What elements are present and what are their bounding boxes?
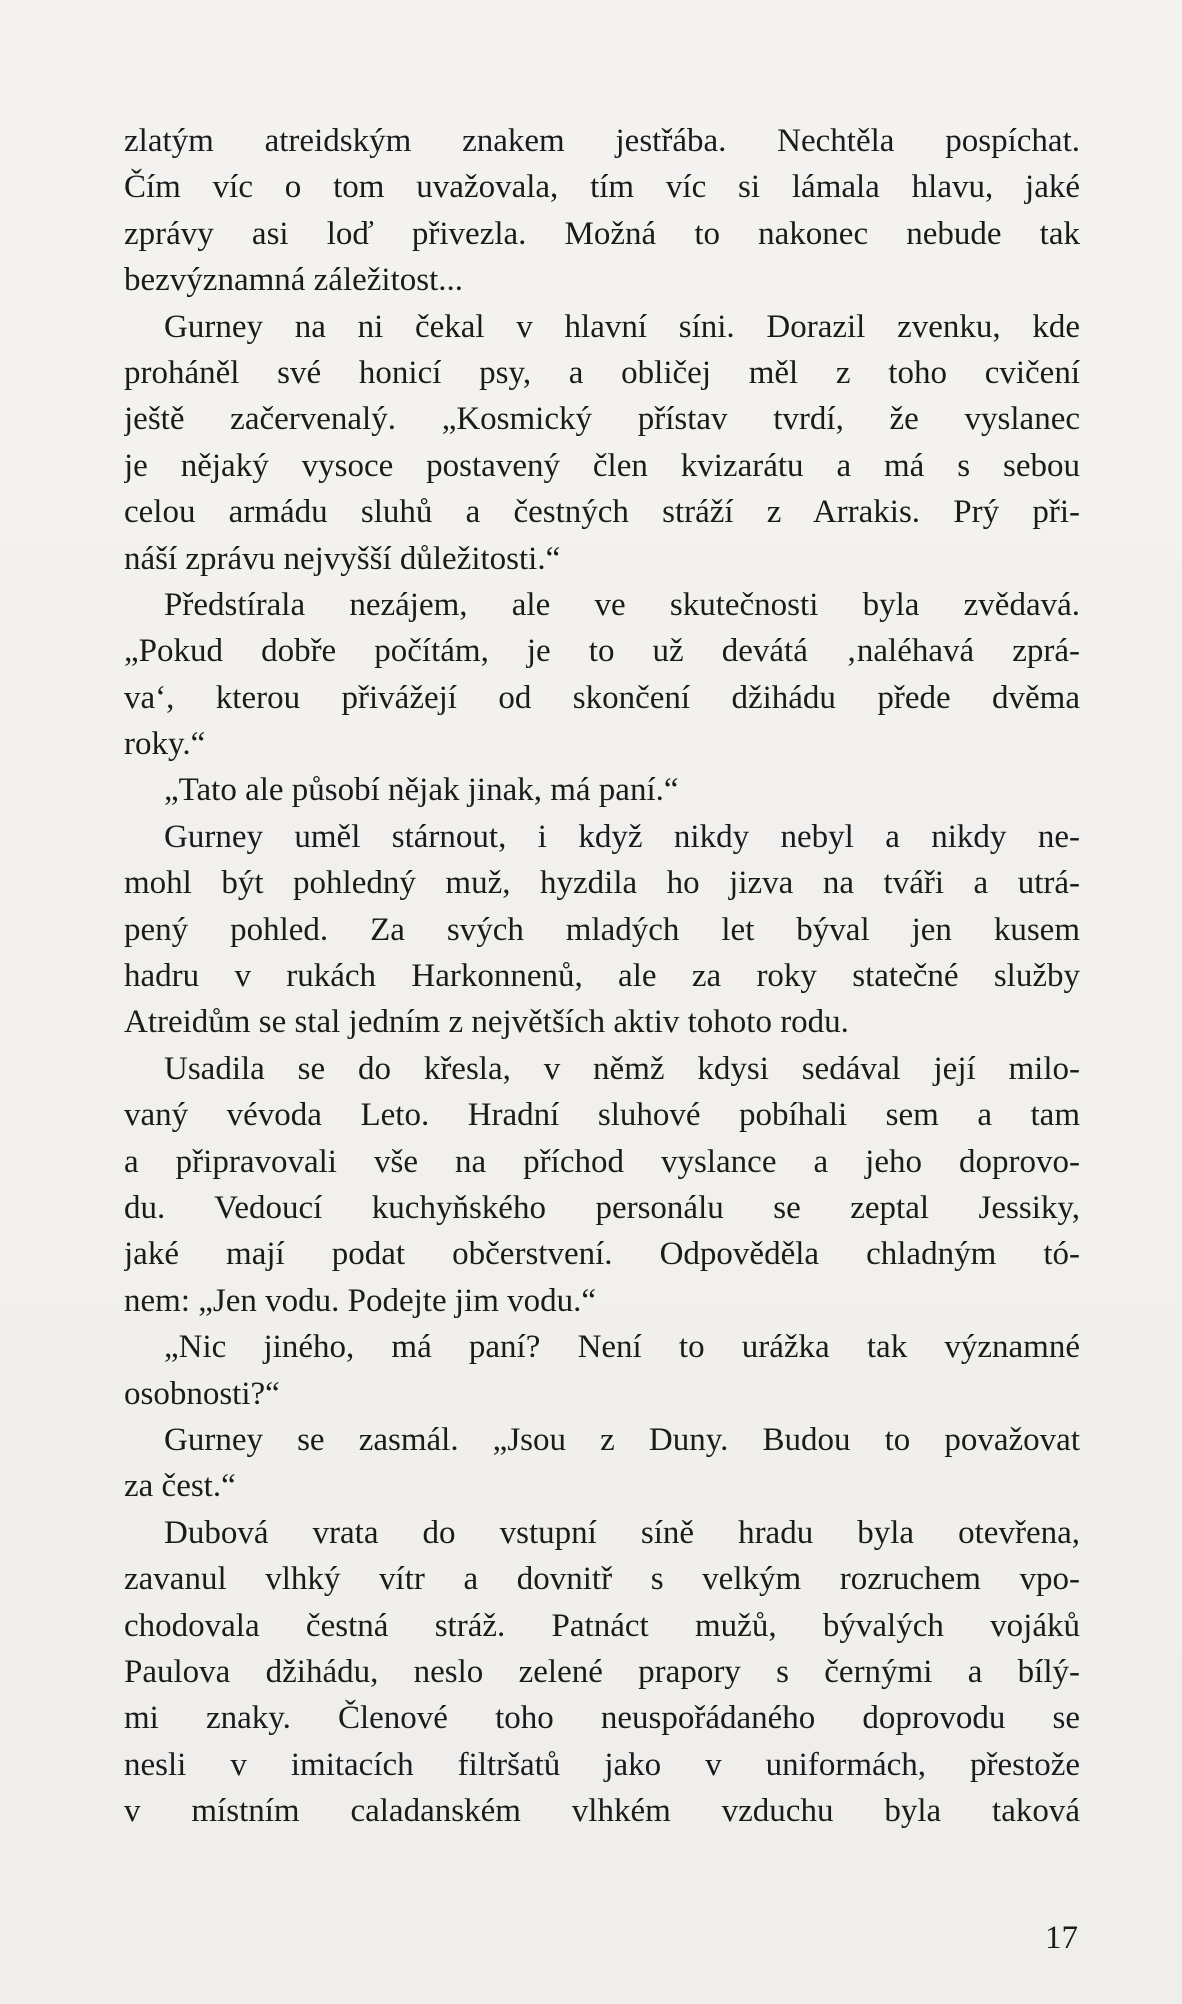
text-line: zavanul vlhký vítr a dovnitř s velkým rozruchem vpo- <box>124 1561 1080 1598</box>
text-line: Paulova džihádu, neslo zelené prapory s černými a bílý- <box>124 1653 1080 1690</box>
text-line: Čím víc o tom uvažovala, tím víc si lámala hlavu, jaké <box>124 169 1080 206</box>
text-line: „Tato ale působí nějak jinak, má paní.“ <box>164 772 679 809</box>
text-line: ještě začervenalý. „Kosmický přístav tvrdí, že vyslanec <box>124 401 1080 438</box>
text-line: zlatým atreidským znakem jestřába. Nechtěla pospíchat. <box>124 123 1080 159</box>
text-line: proháněl své honicí psy, a obličej měl z toho cvičení <box>124 354 1080 391</box>
text-line: v místním caladanském vlhkém vzduchu byla taková <box>124 1793 1080 1830</box>
text-line: va‘, kterou přivážejí od skončení džihádu přede dvěma <box>124 679 1080 716</box>
text-line: Gurney na ni čekal v hlavní síni. Dorazil zvenku, kde <box>164 308 1080 345</box>
text-line: a připravovali vše na příchod vyslance a jeho doprovo- <box>124 1143 1080 1180</box>
text-line: je nějaký vysoce postavený člen kvizarátu a má s sebou <box>124 447 1080 484</box>
text-line: vaný vévoda Leto. Hradní sluhové pobíhali sem a tam <box>124 1097 1080 1134</box>
text-line: „Nic jiného, má paní? Není to urážka tak významné <box>164 1329 1080 1366</box>
text-line: Dubová vrata do vstupní síně hradu byla otevřena, <box>164 1514 1080 1551</box>
text-line: „Pokud dobře počítám, je to už devátá ‚naléhavá zprá- <box>124 633 1080 670</box>
text-line: celou armádu sluhů a čestných stráží z Arrakis. Prý při- <box>124 494 1080 531</box>
text-line: Předstírala nezájem, ale ve skutečnosti byla zvědavá. <box>164 586 1080 623</box>
text-line: chodovala čestná stráž. Patnáct mužů, bývalých vojáků <box>124 1607 1080 1644</box>
text-line: náší zprávu nejvyšší důležitosti.“ <box>124 540 561 577</box>
text-line: mohl být pohledný muž, hyzdila ho jizva na tváři a utrá- <box>124 865 1080 902</box>
text-line: osobnosti?“ <box>124 1375 280 1412</box>
page-number: 17 <box>1045 1920 1078 1956</box>
text-line: Usadila se do křesla, v němž kdysi sedával její milo- <box>164 1050 1080 1087</box>
text-line: bezvýznamná záležitost... <box>124 262 464 299</box>
text-line: Atreidům se stal jedním z největších aktiv tohoto rodu. <box>124 1004 849 1041</box>
text-line: hadru v rukách Harkonnenů, ale za roky statečné služby <box>124 958 1080 995</box>
body-text <box>124 118 1080 1834</box>
text-line: jaké mají podat občerstvení. Odpověděla chladným tó- <box>124 1236 1080 1273</box>
text-line: zprávy asi loď přivezla. Možná to nakonec nebude tak <box>124 215 1080 252</box>
text-line: Gurney se zasmál. „Jsou z Duny. Budou to považovat <box>164 1421 1080 1458</box>
text-line: Gurney uměl stárnout, i když nikdy nebyl a nikdy ne- <box>164 818 1080 855</box>
text-line: nem: „Jen vodu. Podejte jim vodu.“ <box>124 1282 597 1319</box>
text-line: roky.“ <box>124 726 206 763</box>
text-line: nesli v imitacích filtršatů jako v uniformách, přestože <box>124 1746 1080 1783</box>
text-line: za čest.“ <box>124 1468 236 1505</box>
text-line: du. Vedoucí kuchyňského personálu se zeptal Jessiky, <box>124 1189 1080 1226</box>
text-line: pený pohled. Za svých mladých let býval jen kusem <box>124 911 1080 948</box>
text-line: mi znaky. Členové toho neuspořádaného doprovodu se <box>124 1700 1080 1737</box>
